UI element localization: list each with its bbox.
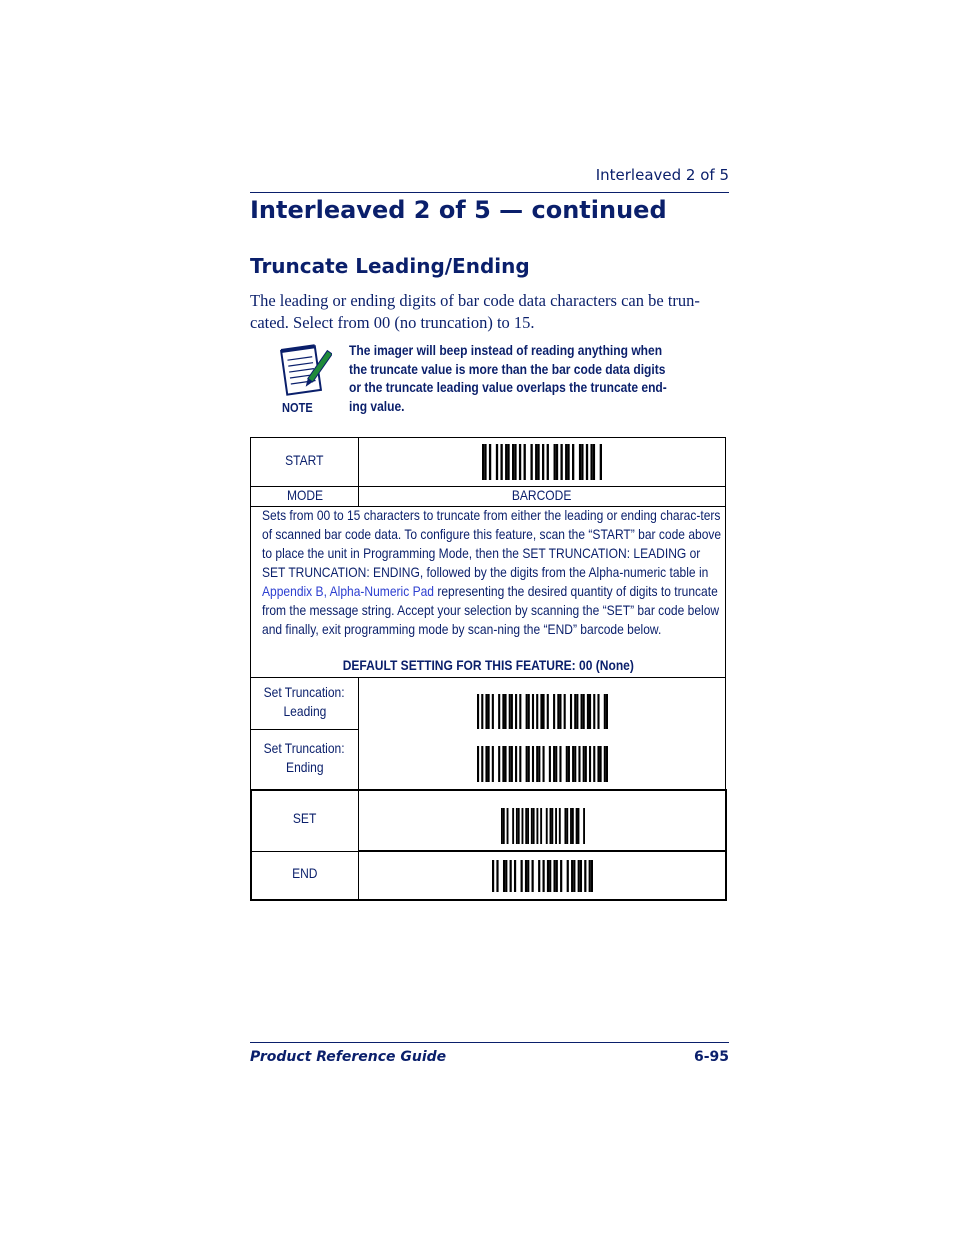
barcode-bar — [535, 444, 537, 480]
barcode-bar — [481, 746, 483, 782]
barcode-bar — [496, 860, 498, 892]
barcode-bar — [604, 746, 606, 782]
barcode-bar — [485, 746, 487, 782]
barcode-bar — [586, 444, 588, 480]
barcode-bar — [546, 808, 548, 844]
barcode-bar — [505, 444, 507, 480]
barcode-bar — [540, 694, 542, 729]
leading-label-line-2: Leading — [283, 703, 326, 719]
barcode-bar — [532, 746, 534, 782]
set-barcode[interactable] — [501, 808, 585, 844]
barcode-bar — [559, 808, 561, 844]
barcode-bar — [481, 694, 483, 729]
barcode-bar — [543, 746, 545, 782]
barcode-bar — [600, 746, 602, 782]
barcode-bar — [600, 444, 602, 480]
barcode-bar — [606, 746, 608, 782]
ending-label-line-2: Ending — [285, 759, 324, 775]
barcode-bar — [507, 808, 509, 844]
barcode-bar — [591, 860, 593, 892]
barcode-bar — [593, 444, 595, 480]
set-truncation-leading-barcode[interactable] — [477, 694, 608, 729]
barcode-bar — [519, 746, 521, 782]
barcode-bar — [566, 808, 568, 844]
barcode-bar — [570, 808, 572, 844]
barcode-bar — [543, 694, 545, 729]
barcode-bar — [559, 694, 561, 729]
barcode-bar — [560, 444, 562, 480]
barcode-bar — [532, 860, 534, 892]
barcode-bar — [525, 860, 527, 892]
barcode-bar — [583, 694, 585, 729]
barcode-bar — [515, 746, 517, 782]
barcode-bar — [536, 808, 538, 844]
page-number: 6-95 — [693, 1049, 729, 1065]
description-text — [262, 506, 726, 639]
barcode-bar — [564, 808, 566, 844]
barcode-bar — [571, 860, 573, 892]
barcode-bar — [559, 746, 561, 782]
barcode-bar — [518, 808, 520, 844]
barcode-bar — [547, 694, 549, 729]
barcode-bar — [516, 808, 518, 844]
intro-paragraph — [250, 290, 720, 334]
barcode-bar — [542, 444, 544, 480]
barcode-bar — [585, 746, 587, 782]
barcode-bar — [484, 444, 486, 480]
barcode-bar — [590, 444, 592, 480]
barcode-bar — [573, 860, 575, 892]
ending-label-line-1: Set Truncation: — [263, 740, 345, 756]
description-after-link: representing the desired quantity of digits to truncate from the message string. Accept your selection by scanning the “SET” bar code below and finally, exit programming mode by scan-ning the “END” barcode below. — [262, 583, 720, 637]
barcode-bar — [485, 694, 487, 729]
barcode-bar — [524, 444, 526, 480]
barcode-bar — [555, 746, 557, 782]
note-label: NOTE — [282, 400, 313, 415]
barcode-bar — [581, 444, 583, 480]
footer-rule — [250, 1042, 729, 1043]
barcode-bar — [477, 694, 479, 729]
barcode-bar — [583, 808, 585, 844]
appendix-b-link[interactable]: Appendix B, Alpha-Numeric Pad — [262, 583, 434, 599]
barcode-bar — [511, 694, 513, 729]
barcode-bar — [553, 860, 555, 892]
barcode-bar — [555, 808, 557, 844]
barcode-bar — [578, 746, 580, 782]
barcode-bar — [526, 694, 528, 729]
start-label: START — [285, 452, 324, 468]
barcode-bar — [537, 444, 539, 480]
barcode-bar — [528, 694, 530, 729]
barcode-bar — [540, 808, 542, 844]
barcode-bar — [606, 694, 608, 729]
barcode-bar — [519, 444, 521, 480]
barcode-bar — [526, 746, 528, 782]
mode-header: MODE — [286, 487, 323, 503]
barcode-bar — [504, 694, 506, 729]
barcode-bar — [593, 746, 595, 782]
note-line-3: or the truncate leading value overlaps the truncate end- — [349, 379, 667, 396]
barcode-bar — [568, 746, 570, 782]
barcode-bar — [587, 694, 589, 729]
note-pad-icon — [276, 342, 332, 398]
barcode-bar — [597, 746, 599, 782]
default-setting: DEFAULT SETTING FOR THIS FEATURE: 00 (None) — [342, 657, 634, 673]
barcode-bar — [536, 694, 538, 729]
end-label: END — [291, 865, 318, 881]
barcode-bar — [502, 746, 504, 782]
barcode-bar — [572, 444, 574, 480]
barcode-bar — [504, 746, 506, 782]
barcode-bar — [547, 860, 549, 892]
barcode-bar — [500, 444, 502, 480]
barcode-bar — [492, 746, 494, 782]
barcode-bar — [567, 860, 569, 892]
barcode-bar — [498, 694, 500, 729]
note-line-2: the truncate value is more than the bar code data digits — [349, 360, 666, 377]
barcode-bar — [512, 808, 514, 844]
barcode-bar — [528, 746, 530, 782]
barcode-bar — [509, 694, 511, 729]
barcode-bar — [501, 808, 503, 844]
barcode-bar — [570, 694, 572, 729]
section-title: Truncate Leading/Ending — [250, 254, 530, 278]
barcode-bar — [572, 746, 574, 782]
barcode-bar — [564, 694, 566, 729]
barcode-bar — [551, 808, 553, 844]
barcode-bar — [567, 444, 569, 480]
barcode-bar — [604, 694, 606, 729]
barcode-bar — [519, 694, 521, 729]
barcode-bar — [489, 444, 491, 480]
intro-line-1: The leading or ending digits of bar code data characters can be trun- — [250, 291, 700, 310]
barcode-bar — [560, 860, 562, 892]
barcode-bar — [477, 746, 479, 782]
barcode-bar — [498, 746, 500, 782]
barcode-bar — [543, 860, 545, 892]
note-line-4: ing value. — [349, 398, 405, 415]
barcode-bar — [549, 746, 551, 782]
barcode-bar — [581, 694, 583, 729]
barcode-bar — [574, 694, 576, 729]
intro-line-2: cated. Select from 00 (no truncation) to 15. — [250, 313, 535, 332]
barcode-bar — [584, 860, 586, 892]
barcode-bar — [515, 694, 517, 729]
barcode-bar — [576, 808, 578, 844]
barcode-bar — [512, 444, 514, 480]
description-before-link: Sets from 00 to 15 characters to truncate from either the leading or ending charac-ters of scanned bar code data. To configure this feature, scan the “START” bar code above to place the unit in Programming Mode, then the SET TRUNCATION: LEADING or SET TRUNCATION: ENDING, followed by the digits from the Alpha-numeric table in — [262, 507, 722, 580]
barcode-bar — [566, 746, 568, 782]
barcode-bar — [574, 746, 576, 782]
barcode-bar — [531, 808, 533, 844]
barcode-bar — [482, 444, 484, 480]
barcode-bar — [488, 694, 490, 729]
barcode-bar — [522, 808, 524, 844]
barcode-bar — [503, 860, 505, 892]
barcode-bar — [556, 444, 558, 480]
barcode-header: BARCODE — [512, 487, 572, 503]
barcode-bar — [553, 694, 555, 729]
barcode-bar — [525, 808, 527, 844]
barcode-bar — [538, 860, 540, 892]
barcode-bar — [556, 860, 558, 892]
barcode-bar — [576, 694, 578, 729]
start-barcode[interactable] — [482, 444, 602, 480]
barcode-bar — [549, 860, 551, 892]
set-label: SET — [292, 810, 317, 826]
barcode-bar — [511, 746, 513, 782]
leading-label-line-1: Set Truncation: — [263, 684, 345, 700]
barcode-bar — [503, 808, 505, 844]
barcode-bar — [554, 444, 556, 480]
barcode-bar — [553, 746, 555, 782]
barcode-bar — [530, 444, 532, 480]
running-head: Interleaved 2 of 5 — [595, 166, 729, 184]
barcode-bar — [538, 746, 540, 782]
barcode-bar — [589, 746, 591, 782]
barcode-bar — [579, 444, 581, 480]
barcode-bar — [492, 860, 494, 892]
barcode-bar — [589, 860, 591, 892]
barcode-bar — [565, 444, 567, 480]
barcode-bar — [583, 746, 585, 782]
barcode-bar — [521, 860, 523, 892]
header-rule — [250, 192, 729, 193]
barcode-bar — [488, 746, 490, 782]
barcode-bar — [514, 444, 516, 480]
barcode-bar — [496, 444, 498, 480]
barcode-bar — [593, 694, 595, 729]
barcode-bar — [580, 860, 582, 892]
barcode-bar — [510, 860, 512, 892]
barcode-bar — [505, 860, 507, 892]
barcode-bar — [536, 746, 538, 782]
barcode-bar — [507, 444, 509, 480]
barcode-bar — [527, 860, 529, 892]
note-line-1: The imager will beep instead of reading anything when — [349, 342, 663, 358]
set-truncation-ending-barcode[interactable] — [477, 746, 608, 782]
barcode-bar — [578, 860, 580, 892]
footer-title: Product Reference Guide — [250, 1049, 447, 1065]
end-barcode[interactable] — [492, 860, 593, 892]
barcode-bar — [527, 808, 529, 844]
barcode-bar — [492, 694, 494, 729]
page-title: Interleaved 2 of 5 — continued — [250, 196, 667, 224]
barcode-bar — [578, 808, 580, 844]
barcode-bar — [514, 860, 516, 892]
barcode-bar — [550, 808, 552, 844]
barcode-bar — [572, 808, 574, 844]
barcode-bar — [509, 746, 511, 782]
barcode-bar — [547, 444, 549, 480]
barcode-bar — [502, 694, 504, 729]
barcode-bar — [532, 694, 534, 729]
barcode-bar — [597, 694, 599, 729]
barcode-bar — [533, 808, 535, 844]
note-text — [349, 341, 693, 416]
barcode-bar — [589, 694, 591, 729]
barcode-bar — [557, 694, 559, 729]
